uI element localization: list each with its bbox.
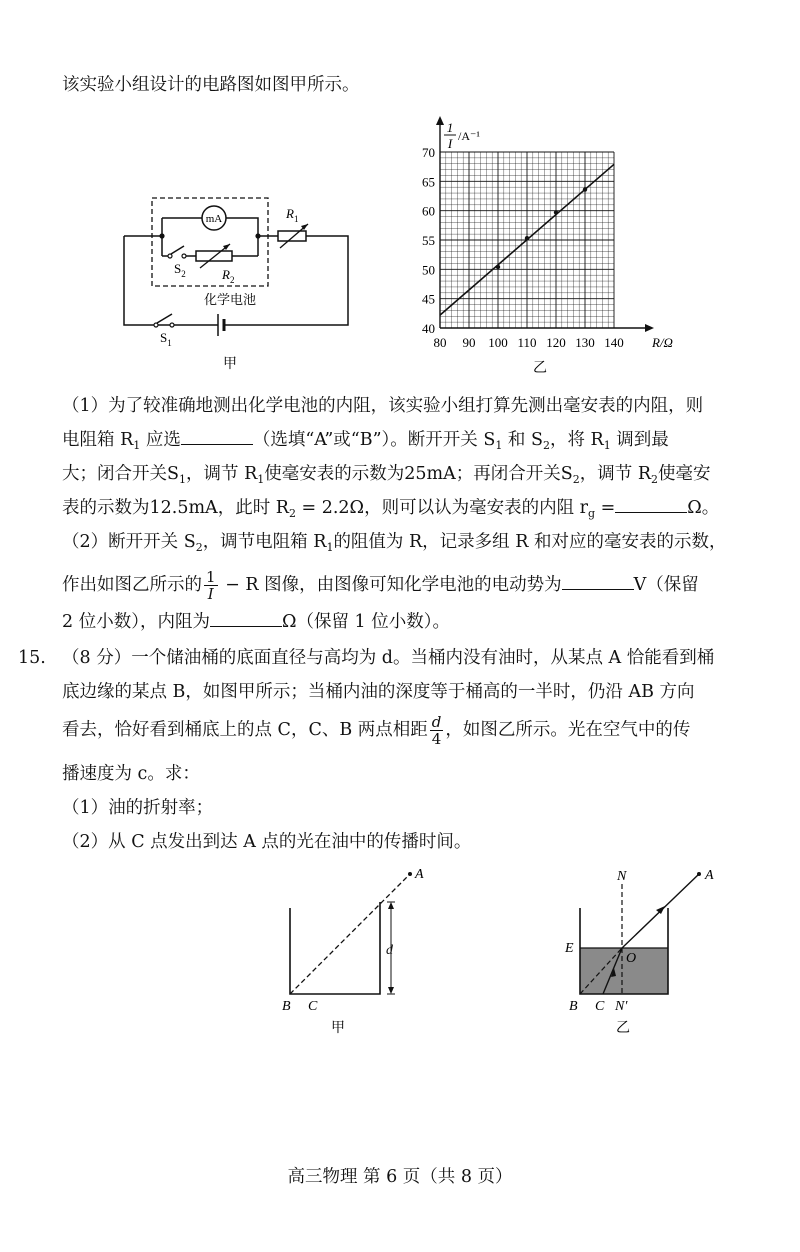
point-a-label: A [705, 868, 714, 883]
circuit-caption: 甲 [223, 357, 237, 372]
y-tick-label: 70 [422, 145, 435, 160]
ylabel-num: 1 [446, 120, 454, 135]
s2-label: $S_2$ [174, 261, 186, 279]
data-point [583, 187, 587, 191]
answer-blank-rg[interactable] [615, 496, 687, 513]
circuit-diagram [110, 190, 370, 380]
data-point [554, 210, 558, 214]
q14-1-line2: 电阻箱 $R_1$ 应选 （选填“A”或“B”）。断开开关 $S_1$ 和 $S_2$，将 $R_1$ 调到最 [62, 430, 669, 452]
figure-a-caption: 甲 [331, 1021, 345, 1036]
q15-line6: （2）从 C 点发出到达 A 点的光在油中的传播时间。 [62, 832, 472, 852]
point-e-label: E [565, 941, 574, 956]
fraction-1-over-i: $\frac{1}{I}$ [206, 568, 216, 603]
switch-s1 [157, 314, 172, 323]
x-tick-label: 140 [604, 335, 624, 350]
y-tick-label: 60 [422, 203, 435, 219]
y-tick-label: 50 [422, 262, 435, 278]
point-o-label: O [626, 951, 637, 966]
x-tick-label: 100 [488, 335, 508, 350]
y-tick-label: 45 [422, 291, 435, 307]
data-point [525, 236, 529, 240]
ylabel-den: I [447, 136, 453, 151]
y-tick-label: 40 [422, 321, 435, 336]
point-n-label: N [617, 869, 627, 884]
y-tick-label: 65 [422, 174, 435, 190]
point-a-label: A [415, 867, 424, 882]
q14-1-line1: （1）为了较准确地测出化学电池的内阻，该实验小组打算先测出毫安表的内阻，则 [62, 396, 704, 416]
y-tick-label: 55 [422, 233, 435, 248]
q15-number: 15. [18, 648, 46, 668]
x-tick-label: 130 [575, 335, 595, 350]
answer-blank-internal-resistance[interactable] [210, 610, 282, 627]
figure-b-caption: 乙 [616, 1021, 630, 1036]
oil-layer [580, 948, 668, 994]
point-n-prime-label: N′ [615, 999, 628, 1014]
point-b-label: B [282, 999, 291, 1014]
page-footer: 高三物理 第 6 页（共 8 页） [287, 1167, 513, 1187]
sight-line-ab [290, 874, 410, 994]
data-point [496, 265, 500, 269]
r2-label: $R_2$ [222, 267, 235, 285]
x-tick-label: 120 [546, 335, 566, 350]
intro-text: 该实验小组设计的电路图如图甲所示。 [62, 75, 360, 95]
q15-line4: 播速度为 c。求： [62, 764, 200, 784]
barrel-figure-a [270, 862, 430, 1042]
q15-line3: 看去，恰好看到桶底上的点 C，C、B 两点相距 $\frac{d}{4}$ ，如图乙所示。光在空气中的传 [62, 713, 691, 748]
x-tick-label: 90 [462, 335, 476, 350]
xlabel: R/Ω [652, 335, 673, 350]
height-d-label: d [386, 943, 393, 958]
q14-2-line1: （2）断开开关 $S_2$，调节电阻箱 $R_1$的阻值为 R，记录多组 R 和对应的毫安表的示数， [62, 532, 727, 554]
point-c-label: C [308, 999, 318, 1014]
ylabel-unit: /A⁻¹ [458, 129, 480, 143]
q15-line2: 底边缘的某点 B，如图甲所示；当桶内油的深度等于桶高的一半时，仍沿 AB 方向 [62, 682, 695, 702]
ma-label: mA [205, 213, 223, 225]
fraction-d-over-4: $\frac{d}{4}$ [431, 713, 442, 748]
q14-2-line3: 2 位小数），内阻为 Ω（保留 1 位小数）。 [62, 612, 450, 632]
q15-line1: （8 分）一个储油桶的底面直径与高均为 d。当桶内没有油时，从某点 A 恰能看到桶 [62, 648, 715, 668]
battery-label: 化学电池 [203, 292, 257, 307]
q14-1-line4: 表的示数为12.5mA，此时 $R_2 = 2.2\Omega$，则可以认为毫安表的内阻 $r_g = \Omega$。 [62, 498, 720, 520]
barrel-figure-b [555, 862, 735, 1042]
answer-blank-emf[interactable] [562, 573, 634, 590]
switch-s2 [171, 246, 184, 254]
point-b-label: B [569, 999, 578, 1014]
x-tick-label: 110 [517, 335, 537, 350]
x-tick-label: 80 [433, 335, 447, 350]
graph-inverse-current-vs-r [400, 112, 690, 380]
q15-line5: （1）油的折射率； [62, 798, 214, 818]
chart-caption: 乙 [533, 361, 547, 376]
point-c-label: C [595, 999, 605, 1014]
x-axis-arrow [645, 324, 654, 332]
r1-label: $R_1$ [286, 206, 299, 224]
resistor-r1 [278, 231, 306, 241]
y-axis-arrow [436, 116, 444, 125]
answer-blank-r1[interactable] [181, 428, 253, 445]
q14-1-line3: 大；闭合开关$S_1$，调节 $R_1$使毫安表的示数为25mA；再闭合开关$S_2$，调节 $R_2$使毫安 [62, 464, 711, 486]
q14-2-line2: 作出如图乙所示的 $\frac{1}{I}$ − R 图像，由图像可知化学电池的电动势为 V（保留 [62, 568, 699, 603]
s1-label: $S_1$ [160, 330, 172, 348]
